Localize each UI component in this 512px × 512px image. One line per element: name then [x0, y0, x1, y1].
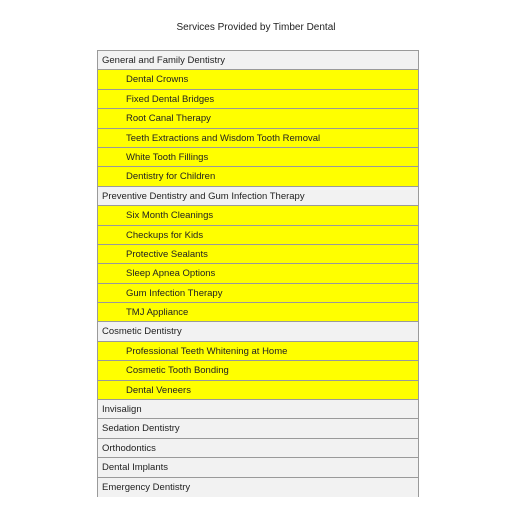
service-row[interactable]: Dental Veneers [98, 381, 418, 400]
service-row[interactable]: Sleep Apnea Options [98, 264, 418, 283]
service-row[interactable]: Cosmetic Tooth Bonding [98, 361, 418, 380]
service-row[interactable]: Dentistry for Children [98, 167, 418, 186]
category-row[interactable]: Orthodontics [98, 439, 418, 458]
category-row[interactable]: Invisalign [98, 400, 418, 419]
category-row[interactable]: Preventive Dentistry and Gum Infection Therapy [98, 187, 418, 206]
service-row[interactable]: Checkups for Kids [98, 226, 418, 245]
category-row[interactable]: Sedation Dentistry [98, 419, 418, 438]
service-row[interactable]: Teeth Extractions and Wisdom Tooth Removal [98, 129, 418, 148]
service-row[interactable]: Root Canal Therapy [98, 109, 418, 128]
service-row[interactable]: White Tooth Fillings [98, 148, 418, 167]
service-row[interactable]: Fixed Dental Bridges [98, 90, 418, 109]
page-title: Services Provided by Timber Dental [176, 22, 336, 33]
service-row[interactable]: Gum Infection Therapy [98, 284, 418, 303]
category-row[interactable]: Cosmetic Dentistry [98, 322, 418, 341]
service-row[interactable]: TMJ Appliance [98, 303, 418, 322]
category-row[interactable]: Emergency Dentistry [98, 478, 418, 497]
service-row[interactable]: Dental Crowns [98, 70, 418, 89]
services-list [97, 50, 419, 497]
category-row[interactable]: Dental Implants [98, 458, 418, 477]
service-row[interactable]: Six Month Cleanings [98, 206, 418, 225]
service-row[interactable]: Protective Sealants [98, 245, 418, 264]
category-row[interactable]: General and Family Dentistry [98, 51, 418, 70]
service-row[interactable]: Professional Teeth Whitening at Home [98, 342, 418, 361]
